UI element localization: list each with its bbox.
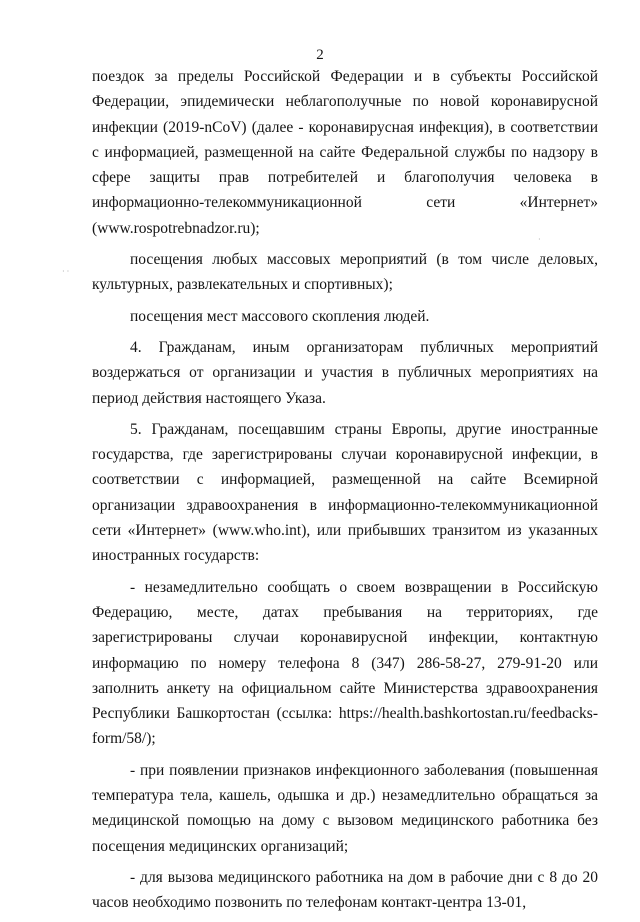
scan-speck: · ·	[62, 267, 70, 276]
scan-speck: ·	[538, 235, 541, 244]
paragraph-crowded-places: посещения мест массового скопления людей.	[130, 307, 430, 325]
paragraph-symptoms: - при появлении признаков инфекционного заболевания (повышенная температура тела, кашель, одышка и др.) незамедлительно обращаться за медицинской помощью на дому с вызовом медицинского работника без посещения медицинских организаций;	[92, 761, 598, 855]
paragraph-travel-continuation: поездок за пределы Российской Федерации и в субъекты Российской Федерации, эпидемически неблагополучные по новой коронавирусной инфекции (2019-nCoV) (далее - коронавирусная инфекция), в соответствии с информацией, размещенной на сайте Федеральной службы по надзору в сфере защиты прав потребителей и благополучия человека в информационно-телекоммуникационной сети «Интернет» (www.rospotrebnadzor.ru);	[92, 68, 598, 237]
paragraph-mass-events: посещения любых массовых мероприятий (в том числе деловых, культурных, развлекательных и спортивных);	[92, 251, 598, 294]
paragraph-report-return: - незамедлительно сообщать о своем возвращении в Российскую Федерацию, месте, датах пребывания на территориях, где зарегистрированы случаи коронавирусной инфекции, контактную информацию по номеру телефона 8 (347) 286-58-27, 279-91-20 или заполнить анкету на официальном сайте Министерства здравоохранения Республики Башкортостан (ссылка: https://health.bashkortostan.ru/feedbacks-form/58/);	[92, 578, 598, 748]
paragraph-item-5: 5. Гражданам, посещавшим страны Европы, другие иностранные государства, где зарегистрированы случаи коронавирусной инфекции, в соответствии с информацией, размещенной на сайте Всемирной организации здравоохранения в информационно-телекоммуникационной сети «Интернет» (www.who.int), или прибывших транзитом из указанных иностранных государств:	[92, 420, 598, 565]
page-number: 2	[316, 47, 324, 63]
paragraph-item-4: 4. Гражданам, иным организаторам публичных мероприятий воздержаться от организации и участия в публичных мероприятиях на период действия настоящего Указа.	[92, 338, 598, 407]
paragraph-call-doctor: - для вызова медицинского работника на дом в рабочие дни с 8 до 20 часов необходимо позвонить по телефонам контакт-центра 13-01,	[92, 868, 598, 912]
document-body	[92, 64, 598, 922]
